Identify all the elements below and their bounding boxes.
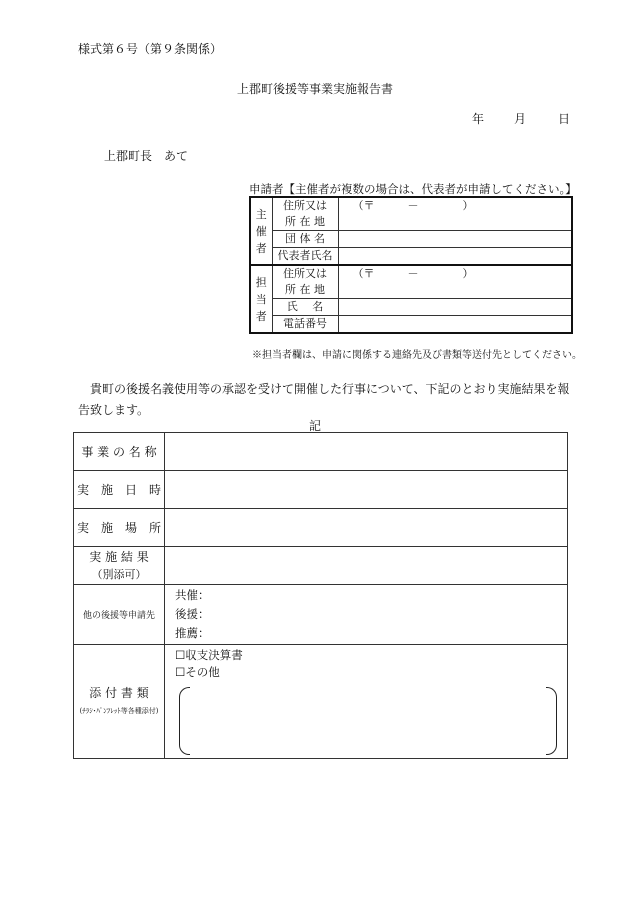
- organizer-rep-name-label: 代表者氏名: [272, 248, 338, 266]
- datetime-field[interactable]: [165, 471, 568, 509]
- report-table: [73, 432, 568, 759]
- result-label-line-1: 実 施 結 果: [89, 549, 149, 564]
- result-field[interactable]: [165, 547, 568, 585]
- attachments-label-line-2: (ﾁﾗｼ･ﾊﾟﾝﾌﾚｯﾄ等各種添付): [79, 706, 159, 715]
- date-day-label: 日: [558, 112, 571, 126]
- contact-address-field[interactable]: [338, 265, 572, 299]
- contact-address-label-1: 住所又は: [272, 265, 338, 282]
- support-label: 後援：: [175, 607, 210, 621]
- result-label: [74, 547, 165, 585]
- applicant-heading: 申請者【主催者が複数の場合は、代表者が申請してください。】: [249, 182, 577, 196]
- other-details-field[interactable]: [175, 687, 557, 757]
- report-body-text: 貴町の後援名義使用等の承認を受けて開催した行事について、下記のとおり実施結果を報告致します。: [78, 382, 570, 417]
- organizer-org-name-field[interactable]: [338, 231, 572, 248]
- organizer-postal-template: （〒 － ）: [352, 199, 474, 212]
- organizer-address-label-1: 住所又は: [272, 197, 338, 214]
- date-month-label: 月: [514, 112, 527, 126]
- recommend-label: 推薦：: [175, 626, 210, 640]
- organizer-rep-name-field[interactable]: [338, 248, 572, 266]
- datetime-label: 実 施 日 時: [74, 471, 165, 509]
- organizer-group-label: 主 催 者: [250, 197, 272, 265]
- venue-label: 実 施 場 所: [74, 509, 165, 547]
- other-support-field[interactable]: [165, 585, 568, 645]
- attach-option-other[interactable]: ☐その他: [175, 665, 220, 679]
- organizer-address-label-2: 所 在 地: [272, 214, 338, 231]
- left-bracket: [179, 687, 190, 755]
- contact-note: ※担当者欄は、申請に関係する連絡先及び書類等送付先としてください。: [252, 350, 582, 361]
- organizer-address-field[interactable]: [338, 197, 572, 231]
- organizer-org-name-label: 団 体 名: [272, 231, 338, 248]
- cohost-label: 共催：: [175, 588, 210, 602]
- applicant-table: [249, 196, 573, 334]
- date-year-label: 年: [472, 112, 485, 126]
- contact-name-label: 氏 名: [272, 299, 338, 316]
- contact-postal-template: （〒 － ）: [352, 267, 474, 280]
- contact-address-label-2: 所 在 地: [272, 282, 338, 299]
- venue-field[interactable]: [165, 509, 568, 547]
- attachments-label-line-1: 添 付 書 類: [89, 685, 149, 700]
- attachments-field: [165, 645, 568, 759]
- contact-phone-field[interactable]: [338, 316, 572, 334]
- contact-name-field[interactable]: [338, 299, 572, 316]
- attachments-label: [74, 645, 165, 759]
- attach-option-settlement[interactable]: ☐収支決算書: [175, 648, 243, 662]
- contact-phone-label: 電話番号: [272, 316, 338, 334]
- contact-group-label: 担 当 者: [250, 265, 272, 333]
- form-number: 様式第６号（第９条関係）: [78, 42, 223, 56]
- ki-marker: 記: [308, 419, 321, 433]
- event-name-label: 事 業 の 名 称: [74, 433, 165, 471]
- document-title: 上郡町後援等事業実施報告書: [236, 82, 393, 96]
- event-name-field[interactable]: [165, 433, 568, 471]
- other-support-label: 他の後援等申請先: [74, 585, 165, 645]
- result-label-line-2: （別添可）: [91, 567, 147, 581]
- addressee: 上郡町長 あて: [104, 149, 189, 163]
- right-bracket: [546, 687, 557, 755]
